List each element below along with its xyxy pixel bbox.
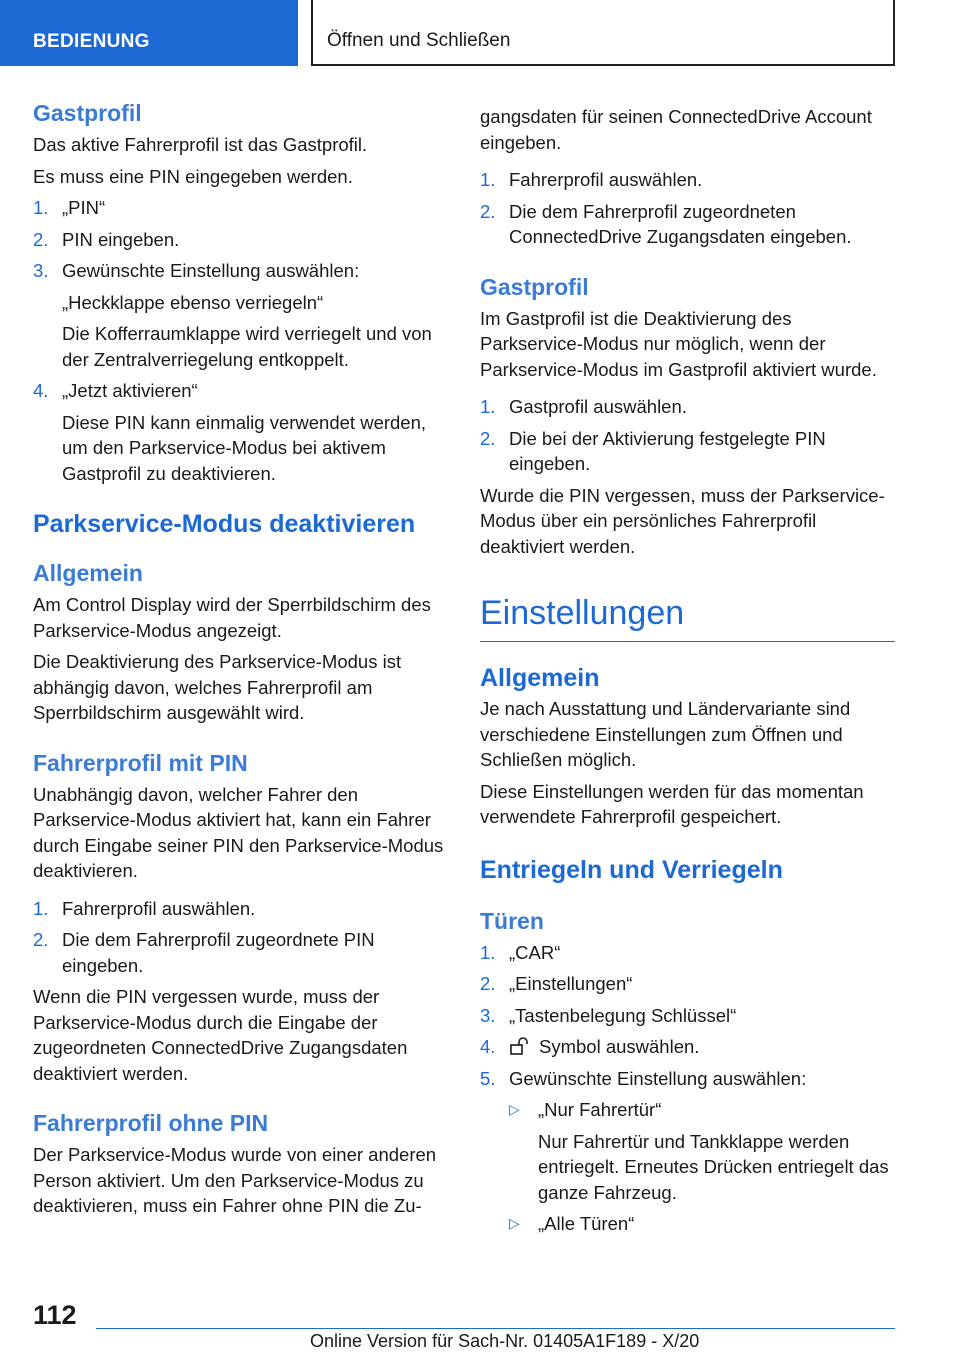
triangle-bullet-icon: ▷ <box>509 1215 520 1231</box>
paragraph: Wurde die PIN vergessen, muss der Parkservice-Modus über ein persönliches Fahrerprofil deaktiviert werden. <box>480 484 885 557</box>
heading-ohne-pin: Fahrerprofil ohne PIN <box>33 1110 269 1136</box>
paragraph: Unabhängig davon, welcher Fahrer den Parkservice-Modus aktiviert hat, kann ein Fahrer durch Eingabe seiner PIN den Parkservice-Modus deaktivieren. <box>33 783 444 881</box>
list-item: 5. Gewünschte Einstellung auswählen: ▷ „Nur Fahrertür“ Nur Fahrertür und Tankklappe werden entriegelt. Erneutes Drücken entriegelt das ganze Fahrzeug. ▷ „Alle Türen“ <box>480 1066 895 1237</box>
paragraph: Die Deaktivierung des Parkservice-Modus ist abhängig davon, welches Fahrerprofil am Sperrbildschirm ausgewählt wird. <box>33 651 402 723</box>
heading-gastprofil: Gastprofil <box>33 100 142 126</box>
list-item: 1. Gastprofil auswählen. <box>480 396 687 417</box>
section-label: BEDIENUNG <box>0 0 298 66</box>
page-number: 112 <box>33 1300 77 1330</box>
step-list <box>480 940 895 1237</box>
list-item: 3. Gewünschte Einstellung auswählen: „Heckklappe ebenso verriegeln“ Die Kofferraumklappe wird verriegelt und von der Zentralverriegelung entkoppelt. <box>33 260 432 370</box>
paragraph: Wenn die PIN vergessen wurde, muss der Parkservice-Modus durch die Eingabe der zugeordneten ConnectedDrive Zugangsdaten deaktiviert werden. <box>33 986 408 1084</box>
list-item: ▷ „Alle Türen“ <box>509 1211 895 1237</box>
paragraph: Im Gastprofil ist die Deaktivierung des Parkservice-Modus nur möglich, wenn der Parkservice-Modus im Gastprofil aktiviert wurde. <box>480 307 877 380</box>
footer-text: Online Version für Sach-Nr. 01405A1F189 - X/20 <box>310 1331 700 1351</box>
step-list <box>33 195 448 486</box>
step-list <box>33 896 448 979</box>
page-header <box>0 0 960 66</box>
heading-tueren: Türen <box>480 907 544 934</box>
list-item: 4. Symbol auswählen. <box>480 1036 700 1057</box>
heading-entriegeln: Entriegeln und Verriegeln <box>480 855 783 884</box>
heading-allgemein: Allgemein <box>33 560 143 586</box>
paragraph: Der Parkservice-Modus wurde von einer anderen Person aktiviert. Um den Parkservice-Modus zu deaktivieren, muss ein Fahrer ohne PIN die Zu- <box>33 1144 437 1216</box>
paragraph: Am Control Display wird der Sperrbildschirm des Parkservice-Modus angezeigt. <box>33 594 431 641</box>
triangle-bullet-icon: ▷ <box>509 1101 520 1117</box>
paragraph: Es muss eine PIN eingegeben werden. <box>33 165 353 187</box>
list-item: 2. PIN eingeben. <box>33 228 180 250</box>
option-list <box>509 1097 895 1237</box>
heading-deaktivieren: Parkservice-Modus deaktivieren <box>33 510 416 538</box>
list-item: 1. „CAR“ <box>480 941 561 963</box>
list-item: 2. „Einstellungen“ <box>480 973 633 994</box>
list-item: 2. Die dem Fahrerprofil zugeordneten ConnectedDrive Zugangsdaten eingeben. <box>480 200 852 247</box>
paragraph: Diese Einstellungen werden für das momentan verwendete Fahrerprofil gespeichert. <box>480 780 864 827</box>
step-list <box>480 394 895 477</box>
left-column <box>33 98 448 1219</box>
step-list <box>480 167 895 250</box>
paragraph: Je nach Ausstattung und Ländervariante sind verschiedene Einstellungen zum Öffnen und Schließen möglich. <box>480 698 851 770</box>
list-item: 4. „Jetzt aktivieren“ Diese PIN kann einmalig verwendet werden, um den Parkservice-Modus bei aktivem Gastprofil zu deaktivieren. <box>33 380 427 484</box>
heading-allgemein-2: Allgemein <box>480 664 600 692</box>
list-item: 1. Fahrerprofil auswählen. <box>480 169 703 190</box>
paragraph: Das aktive Fahrerprofil ist das Gastprofil. <box>33 134 368 155</box>
heading-mit-pin: Fahrerprofil mit PIN <box>33 749 248 776</box>
list-item: 2. Die bei der Aktivierung festgelegte PIN eingeben. <box>480 427 826 474</box>
list-item: 1. Fahrerprofil auswählen. <box>33 897 256 919</box>
unlock-icon <box>509 1037 531 1055</box>
heading-gastprofil-2: Gastprofil <box>480 273 589 300</box>
paragraph: gangsdaten für seinen ConnectedDrive Account eingeben. <box>480 106 872 153</box>
list-item: ▷ „Nur Fahrertür“ Nur Fahrertür und Tankklappe werden entriegelt. Erneutes Drücken entriegelt das ganze Fahrzeug. <box>509 1099 889 1203</box>
list-item: 3. „Tastenbelegung Schlüssel“ <box>480 1004 737 1026</box>
footer-divider <box>96 1328 895 1329</box>
heading-einstellungen: Einstellungen <box>480 591 895 642</box>
right-column <box>480 104 895 1237</box>
list-item: 2. Die dem Fahrerprofil zugeordnete PIN eingeben. <box>33 929 375 976</box>
list-item: 1. „PIN“ <box>33 197 106 218</box>
chapter-title: Öffnen und Schließen <box>311 0 895 66</box>
